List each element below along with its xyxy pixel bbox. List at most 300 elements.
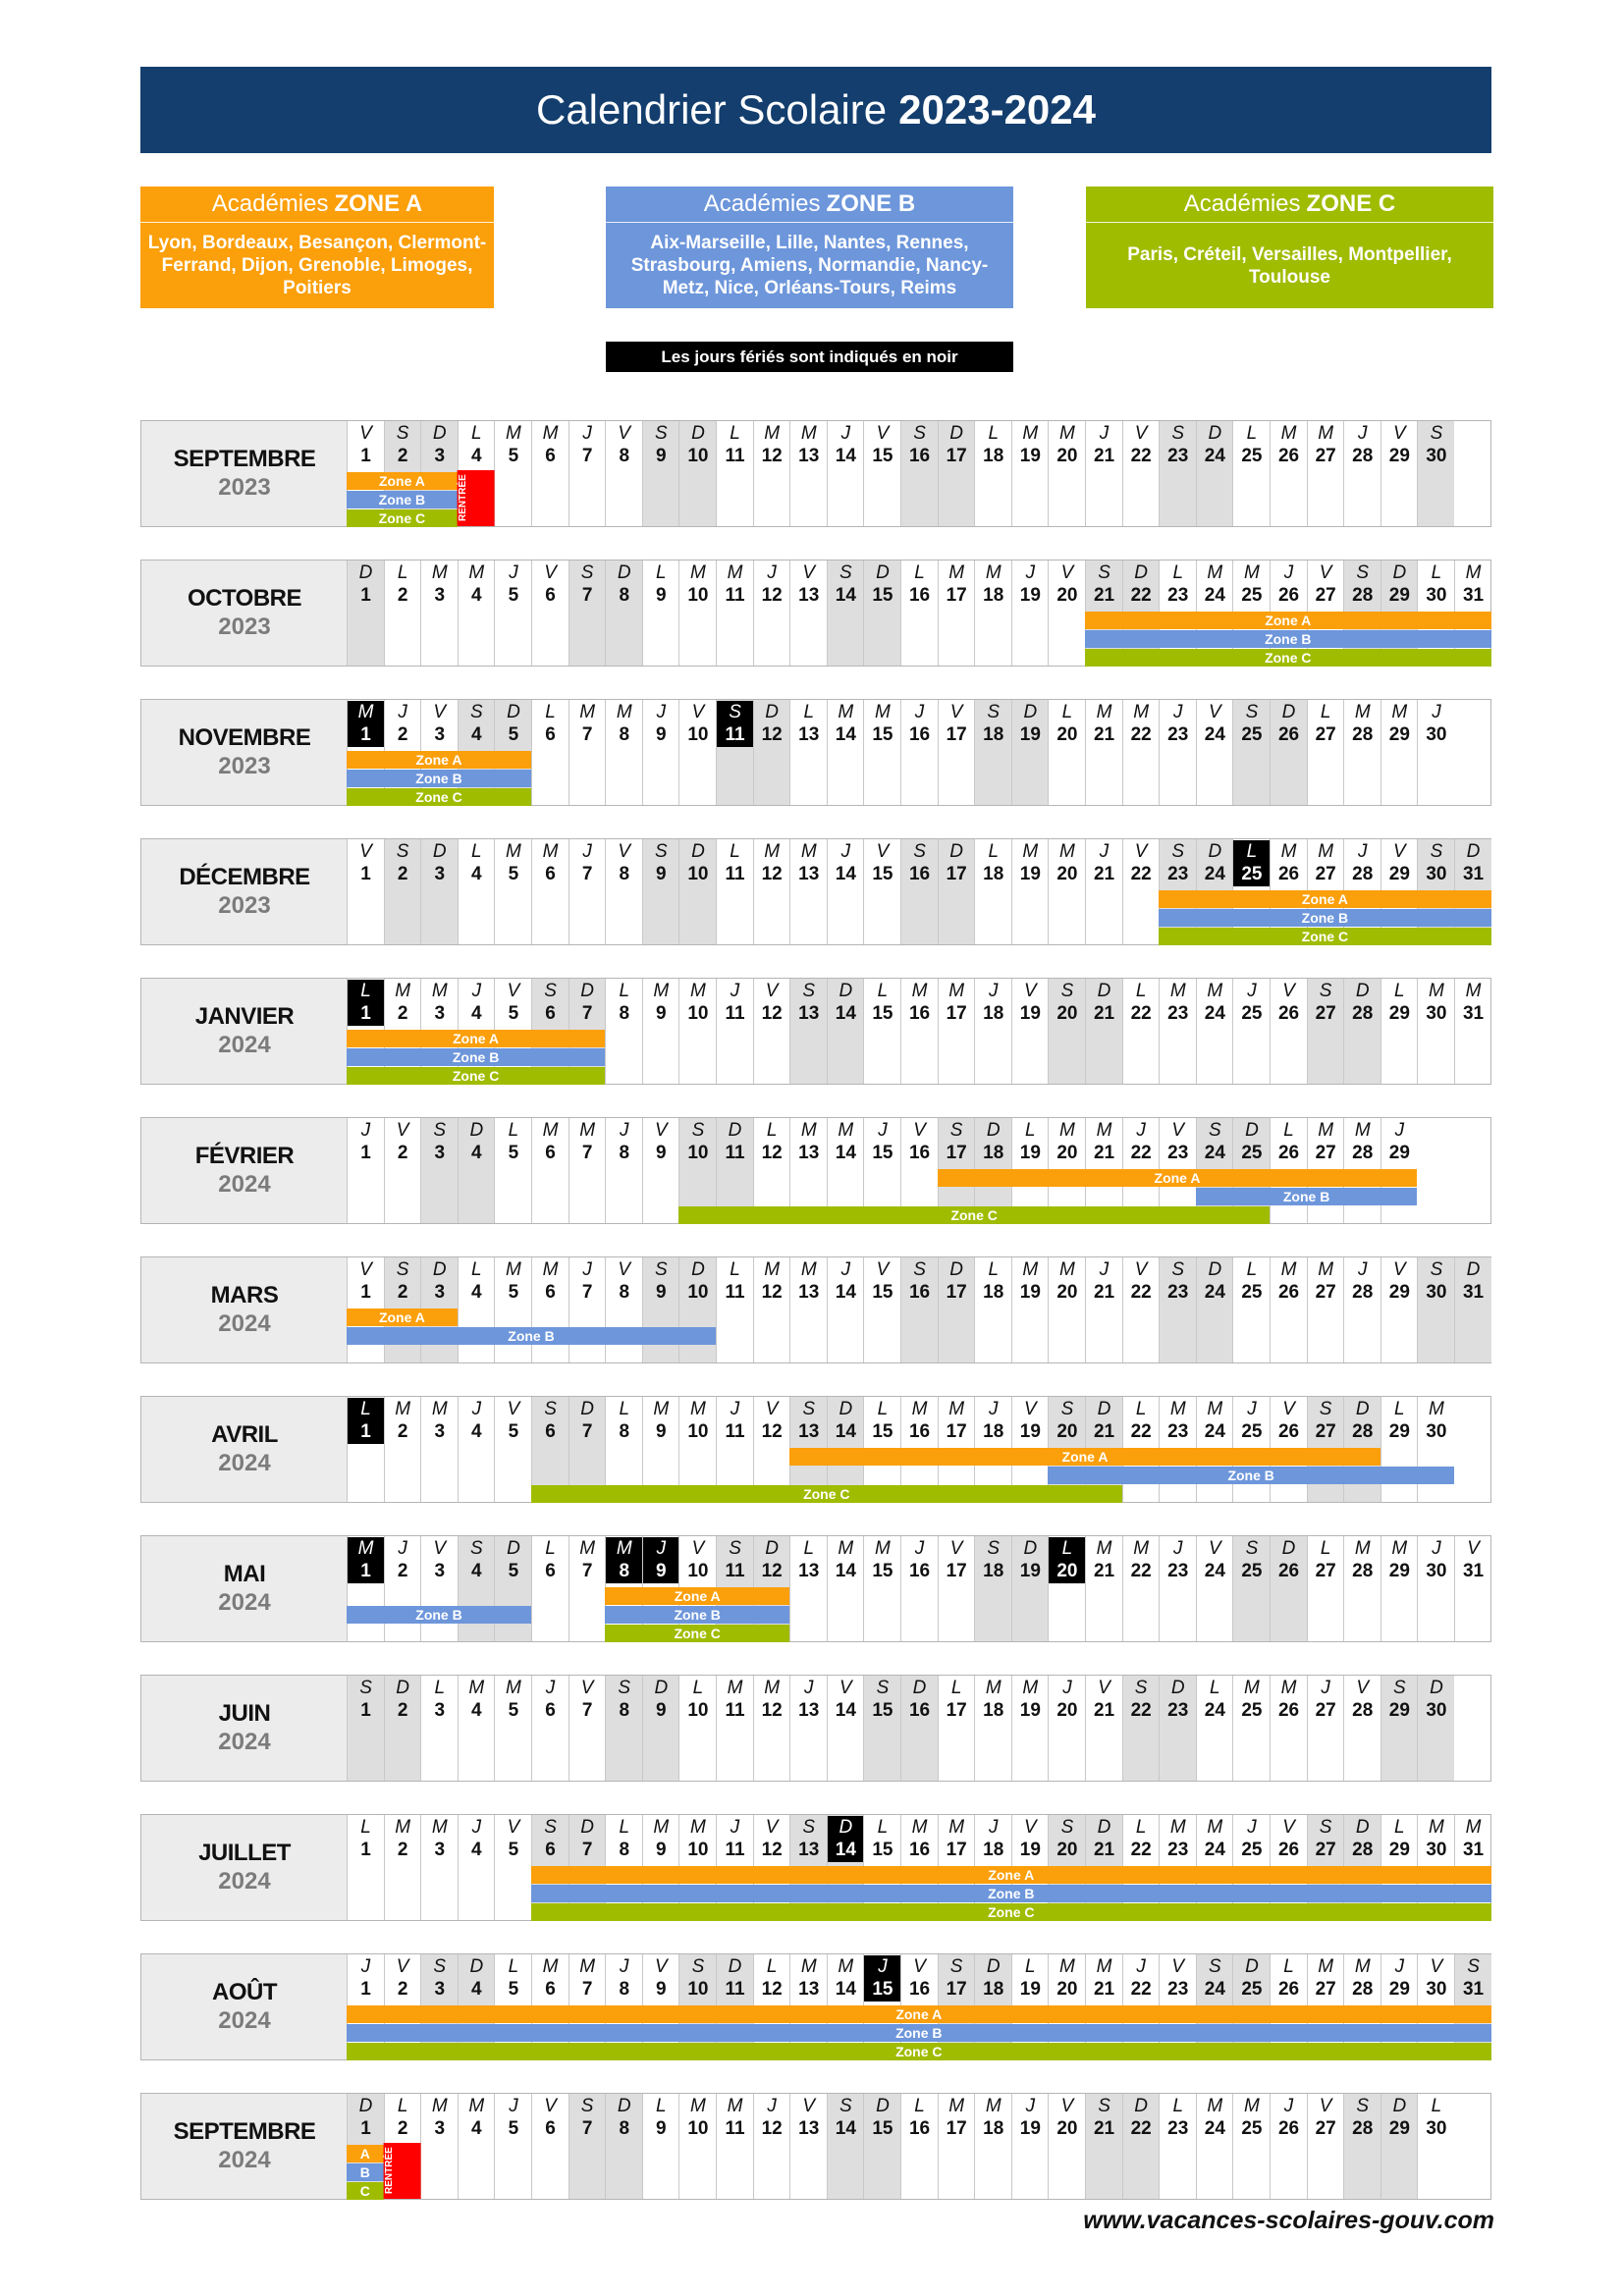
day-number: 7 (581, 1143, 593, 1163)
weekday-letter: S (396, 423, 409, 444)
weekday-letter: D (1097, 1399, 1111, 1419)
weekday-letter: S (580, 562, 594, 583)
day-cell (827, 1257, 864, 1362)
day-number: 27 (1315, 1421, 1336, 1442)
weekday-letter: J (840, 1259, 851, 1280)
day-cell (863, 1257, 900, 1362)
weekday-letter: V (1393, 423, 1406, 444)
day-cell (420, 1676, 458, 1781)
weekday-letter: D (358, 2096, 373, 2116)
day-cell (531, 1676, 568, 1781)
weekday-letter: M (653, 1399, 670, 1419)
day-number: 24 (1204, 585, 1225, 606)
vacation-bar-zone-b: Zone B (1196, 1188, 1418, 1205)
weekday-letter: M (875, 1538, 891, 1559)
day-number: 23 (1167, 1282, 1189, 1303)
weekday-letter: D (765, 702, 779, 722)
weekday-letter: M (1059, 1120, 1075, 1141)
month-label (141, 421, 348, 526)
day-cell (1011, 979, 1049, 1084)
weekday-letter: L (1394, 1817, 1405, 1838)
weekday-letter: L (656, 2096, 667, 2116)
vacation-bar-zone-b: Zone B (1085, 630, 1491, 648)
weekday-letter: L (1025, 1956, 1036, 1977)
weekday-letter: M (506, 1678, 521, 1698)
weekday-letter: J (840, 841, 851, 862)
day-number: 15 (872, 724, 893, 745)
weekday-letter: L (1246, 1259, 1258, 1280)
weekday-letter: M (1391, 1538, 1408, 1559)
weekday-letter: D (1245, 1120, 1259, 1141)
day-number: 5 (508, 724, 519, 745)
day-cell (458, 1397, 495, 1502)
day-cell (900, 700, 938, 805)
day-number: 11 (725, 1003, 745, 1024)
day-cell (1011, 561, 1049, 666)
weekday-letter: J (1357, 1259, 1368, 1280)
weekday-letter: L (988, 841, 1000, 862)
zone-b-name: ZONE B (826, 190, 916, 217)
day-cell (1307, 700, 1344, 805)
day-number: 19 (1019, 446, 1041, 466)
month-label (141, 700, 348, 805)
zone-a-header (140, 187, 494, 223)
day-cell (1380, 700, 1418, 805)
weekday-letter: V (1282, 981, 1295, 1001)
public-holidays-note: Les jours fériés sont indiqués en noir (606, 342, 1013, 372)
weekday-letter: D (432, 423, 447, 444)
day-number: 27 (1315, 1979, 1336, 2000)
weekday-letter: S (544, 1817, 557, 1838)
month-days-grid (347, 700, 1491, 805)
weekday-letter: M (764, 1259, 781, 1280)
rentree-marker: RENTRÉE (384, 2143, 421, 2199)
weekday-letter: V (1060, 562, 1074, 583)
weekday-letter: J (360, 1120, 371, 1141)
weekday-letter: L (1431, 2096, 1442, 2116)
weekday-letter: V (1098, 1678, 1110, 1698)
day-number: 29 (1388, 1421, 1410, 1442)
month-row (140, 2093, 1491, 2200)
day-cell (1048, 839, 1085, 944)
day-cell (753, 1257, 790, 1362)
weekday-letter: D (691, 1259, 705, 1280)
weekday-letter: J (730, 1817, 740, 1838)
weekday-letter: M (468, 2096, 485, 2116)
day-cell (1122, 979, 1160, 1084)
month-days-grid (347, 1257, 1491, 1362)
weekday-letter: D (1281, 702, 1296, 722)
month-label (141, 1676, 348, 1781)
day-number: 27 (1315, 724, 1336, 745)
weekday-letter: L (1394, 981, 1405, 1001)
month-year: 2024 (218, 1450, 271, 1476)
day-number: 18 (983, 446, 1004, 466)
weekday-letter: M (606, 1537, 642, 1561)
day-number: 12 (761, 864, 783, 884)
day-number: 22 (1130, 585, 1152, 606)
day-cell (420, 839, 458, 944)
day-number: 21 (1093, 1003, 1115, 1024)
day-cell (716, 1257, 753, 1362)
day-number: 29 (1388, 1840, 1410, 1860)
weekday-letter: S (1171, 841, 1185, 862)
weekday-letter: S (802, 981, 816, 1001)
weekday-letter: V (765, 1399, 779, 1419)
day-number: 18 (983, 585, 1004, 606)
day-cell (1196, 2094, 1233, 2199)
day-cell (1343, 700, 1380, 805)
day-number: 1 (360, 1840, 371, 1860)
day-number: 14 (835, 2118, 856, 2139)
day-cell (827, 700, 864, 805)
day-cell (1048, 979, 1085, 1084)
weekday-letter: L (1246, 423, 1258, 444)
day-number: 18 (983, 1282, 1004, 1303)
weekday-letter: J (471, 981, 482, 1001)
weekday-letter: S (396, 1259, 409, 1280)
weekday-letter: V (1024, 1399, 1037, 1419)
day-number: 7 (581, 1561, 593, 1581)
day-cell (1417, 979, 1454, 1084)
month-name: JUILLET (198, 1840, 291, 1866)
day-cell (678, 421, 716, 526)
weekday-letter: M (1059, 1956, 1075, 1977)
month-year: 2024 (218, 1032, 271, 1058)
month-year: 2023 (218, 474, 271, 501)
month-row (140, 978, 1491, 1085)
day-cell (938, 2094, 975, 2199)
day-number: 16 (908, 864, 931, 884)
day-number: 23 (1167, 446, 1189, 466)
zone-a-academies: Lyon, Bordeaux, Besançon, Clermont-Ferrand, Dijon, Grenoble, Limoges, Poitiers (147, 233, 487, 298)
day-cell (938, 839, 975, 944)
day-cell (1343, 1257, 1380, 1362)
day-number: 20 (1056, 1979, 1078, 2000)
vacation-bar-zone-b: Zone B (347, 1327, 716, 1345)
zone-b-header (606, 187, 1013, 223)
day-number: 2 (397, 1143, 408, 1163)
weekday-letter: V (839, 1678, 852, 1698)
weekday-letter: L (1172, 2096, 1184, 2116)
day-cell (642, 1118, 679, 1223)
weekday-letter: J (509, 562, 518, 583)
day-cell (494, 1397, 531, 1502)
weekday-letter: V (507, 981, 520, 1001)
day-cell (863, 561, 900, 666)
weekday-letter: M (653, 1817, 670, 1838)
weekday-letter: L (1025, 1120, 1036, 1141)
weekday-letter: M (690, 1399, 706, 1419)
day-cell (678, 561, 716, 666)
day-cell (531, 421, 568, 526)
day-cell (1196, 979, 1233, 1084)
day-number: 4 (471, 1282, 482, 1303)
day-number: 3 (434, 585, 446, 606)
weekday-letter: M (1354, 702, 1371, 722)
weekday-letter: S (1171, 423, 1185, 444)
weekday-letter: D (1134, 562, 1148, 583)
weekday-letter: M (690, 1817, 706, 1838)
weekday-letter: J (1357, 841, 1368, 862)
day-cell (1232, 700, 1270, 805)
day-number: 25 (1233, 863, 1270, 886)
day-cell (678, 2094, 716, 2199)
weekday-letter: V (913, 1956, 926, 1977)
day-number: 27 (1315, 1840, 1336, 1860)
day-number: 17 (946, 585, 967, 606)
day-number: 27 (1315, 446, 1336, 466)
day-cell (1122, 700, 1160, 805)
day-cell (1122, 2094, 1160, 2199)
day-number: 28 (1352, 1282, 1374, 1303)
day-number: 3 (434, 1840, 446, 1860)
weekday-letter: V (1319, 562, 1332, 583)
day-number: 15 (872, 864, 893, 884)
weekday-letter: L (656, 562, 667, 583)
day-number: 3 (434, 446, 446, 466)
weekday-letter: D (654, 1678, 669, 1698)
day-cell (1085, 2094, 1122, 2199)
weekday-letter: J (1172, 1538, 1183, 1559)
day-number: 13 (798, 1421, 820, 1442)
weekday-letter: M (911, 981, 928, 1001)
weekday-letter: J (1432, 1538, 1441, 1559)
weekday-letter: S (876, 1678, 890, 1698)
weekday-letter: M (468, 562, 485, 583)
weekday-letter: V (1282, 1399, 1295, 1419)
day-number: 6 (545, 724, 556, 745)
weekday-letter: M (1022, 1259, 1039, 1280)
weekday-letter: L (766, 1956, 778, 1977)
day-cell (605, 1676, 642, 1781)
day-number: 14 (835, 1421, 856, 1442)
day-number: 10 (687, 1282, 709, 1303)
day-cell (827, 1676, 864, 1781)
weekday-letter: M (1059, 423, 1075, 444)
day-cell (458, 839, 495, 944)
day-cell (1270, 1676, 1307, 1781)
day-number: 25 (1241, 724, 1263, 745)
day-cell (678, 839, 716, 944)
day-number: 30 (1426, 2118, 1447, 2139)
day-number: 21 (1093, 864, 1115, 884)
vacation-bar-zone-a: Zone A (789, 1448, 1380, 1466)
month-name: SEPTEMBRE (173, 446, 316, 472)
weekday-letter: D (1023, 702, 1038, 722)
day-cell (974, 2094, 1011, 2199)
day-cell (1011, 1676, 1049, 1781)
weekday-letter: D (580, 981, 594, 1001)
weekday-letter: V (1356, 1678, 1370, 1698)
day-number: 21 (1093, 1700, 1115, 1721)
weekday-letter: M (431, 2096, 448, 2116)
day-number: 26 (1277, 1421, 1300, 1442)
day-cell (789, 1676, 827, 1781)
website-link[interactable]: www.vacances-scolaires-gouv.com (1083, 2207, 1494, 2234)
day-number: 30 (1426, 446, 1447, 466)
day-number: 25 (1241, 585, 1263, 606)
weekday-letter: L (471, 841, 482, 862)
day-number: 26 (1277, 724, 1300, 745)
weekday-letter: D (912, 1678, 927, 1698)
day-number: 26 (1277, 1143, 1300, 1163)
weekday-letter: J (398, 1538, 407, 1559)
weekday-letter: S (1134, 1678, 1148, 1698)
weekday-letter: J (1099, 1259, 1110, 1280)
day-number: 27 (1315, 1700, 1336, 1721)
day-number: 6 (545, 446, 556, 466)
weekday-letter: L (803, 1538, 815, 1559)
weekday-letter: M (1096, 702, 1112, 722)
weekday-letter: J (914, 702, 925, 722)
weekday-letter: M (431, 1817, 448, 1838)
month-label (141, 2094, 348, 2199)
weekday-letter: D (1097, 981, 1111, 1001)
weekday-letter: V (802, 2096, 816, 2116)
day-cell (938, 1536, 975, 1641)
day-number: 4 (471, 1979, 482, 2000)
weekday-letter: M (690, 562, 706, 583)
day-cell (642, 561, 679, 666)
month-name: FÉVRIER (194, 1143, 295, 1169)
weekday-letter: D (1097, 1817, 1111, 1838)
weekday-letter: M (764, 1678, 781, 1698)
day-number: 23 (1167, 724, 1189, 745)
day-number: 22 (1130, 1421, 1152, 1442)
day-cell (974, 839, 1011, 944)
day-number: 17 (946, 1421, 967, 1442)
day-cell (1159, 700, 1196, 805)
weekday-letter: L (766, 1120, 778, 1141)
day-cell (384, 1536, 421, 1641)
vacation-bar-zone-c: Zone C (531, 1485, 1122, 1503)
zone-c-academies: Paris, Créteil, Versailles, Montpellier, Toulouse (1127, 243, 1452, 288)
day-number: 15 (872, 1700, 893, 1721)
day-number: 6 (545, 1561, 556, 1581)
month-row (140, 560, 1491, 667)
day-number: 17 (946, 724, 967, 745)
weekday-letter: V (691, 1538, 705, 1559)
weekday-letter: M (948, 2096, 965, 2116)
weekday-letter: V (913, 1120, 926, 1141)
day-number: 7 (581, 1421, 593, 1442)
weekday-letter: J (840, 423, 851, 444)
weekday-letter: J (545, 1678, 556, 1698)
day-number: 27 (1315, 1003, 1336, 1024)
day-number: 26 (1277, 864, 1300, 884)
day-cell (1270, 1257, 1307, 1362)
weekday-letter: V (765, 1817, 779, 1838)
weekday-letter: J (1136, 1956, 1146, 1977)
day-number: 12 (761, 1840, 783, 1860)
day-number: 19 (1019, 585, 1041, 606)
day-number: 8 (619, 585, 630, 606)
month-row (140, 838, 1491, 945)
weekday-letter: J (1283, 562, 1294, 583)
weekday-letter: J (398, 702, 407, 722)
weekday-letter: V (359, 841, 372, 862)
day-cell (1232, 1536, 1270, 1641)
day-number: 2 (397, 724, 408, 745)
day-number: 25 (1241, 446, 1263, 466)
day-number: 15 (872, 1003, 893, 1024)
weekday-letter: L (1320, 702, 1331, 722)
day-cell (1011, 2094, 1049, 2199)
day-number: 14 (835, 1143, 856, 1163)
weekday-letter: D (728, 1956, 742, 1977)
weekday-letter: D (728, 1120, 742, 1141)
weekday-letter: L (508, 1956, 519, 1977)
day-number: 17 (946, 1840, 967, 1860)
weekday-letter: S (655, 423, 668, 444)
day-cell (1085, 839, 1122, 944)
day-cell (605, 839, 642, 944)
day-number: 1 (360, 585, 371, 606)
day-number: 4 (471, 1143, 482, 1163)
day-number: 3 (434, 864, 446, 884)
day-number: 16 (908, 1979, 931, 2000)
weekday-letter: M (1318, 1259, 1334, 1280)
weekday-letter: M (616, 702, 632, 722)
day-cell (384, 1397, 421, 1502)
day-cell (1085, 1676, 1122, 1781)
weekday-letter: J (643, 1537, 679, 1561)
weekday-letter: D (1355, 1399, 1370, 1419)
weekday-letter: S (949, 1120, 963, 1141)
weekday-letter: M (948, 981, 965, 1001)
day-cell (974, 700, 1011, 805)
day-number: 29 (1388, 724, 1410, 745)
weekday-letter: M (1244, 2096, 1260, 2116)
day-number: 7 (581, 864, 593, 884)
weekday-letter: S (544, 981, 557, 1001)
day-cell (420, 1536, 458, 1641)
vacation-bar-zone-a: A (347, 2145, 384, 2163)
day-cell (1159, 421, 1196, 526)
month-year: 2024 (218, 2007, 271, 2034)
day-cell (1159, 1676, 1196, 1781)
vacation-bar-zone-a: Zone A (347, 2005, 1491, 2023)
weekday-letter: V (359, 1259, 372, 1280)
month-row (140, 1675, 1491, 1782)
vacation-bar-zone-b: B (347, 2163, 384, 2181)
day-number: 6 (545, 2118, 556, 2139)
weekday-letter: V (618, 423, 631, 444)
day-number: 12 (761, 2118, 783, 2139)
weekday-letter: L (730, 423, 740, 444)
day-number: 16 (908, 1700, 931, 1721)
day-number: 13 (798, 446, 820, 466)
day-cell (863, 839, 900, 944)
weekday-letter: M (690, 2096, 706, 2116)
day-number: 29 (1388, 1979, 1410, 2000)
day-cell (938, 561, 975, 666)
day-cell (1048, 1676, 1085, 1781)
day-cell (1232, 1257, 1270, 1362)
day-cell (568, 2094, 606, 2199)
day-number: 31 (1462, 1561, 1485, 1581)
day-number: 31 (1462, 1003, 1485, 1024)
weekday-letter: M (1169, 1399, 1186, 1419)
vacation-bar-zone-c: Zone C (531, 1903, 1491, 1921)
day-cell (1011, 700, 1049, 805)
day-number: 28 (1352, 1979, 1374, 2000)
weekday-letter: M (1354, 1956, 1371, 1977)
month-row (140, 420, 1491, 527)
day-cell (1270, 1536, 1307, 1641)
day-cell (568, 839, 606, 944)
